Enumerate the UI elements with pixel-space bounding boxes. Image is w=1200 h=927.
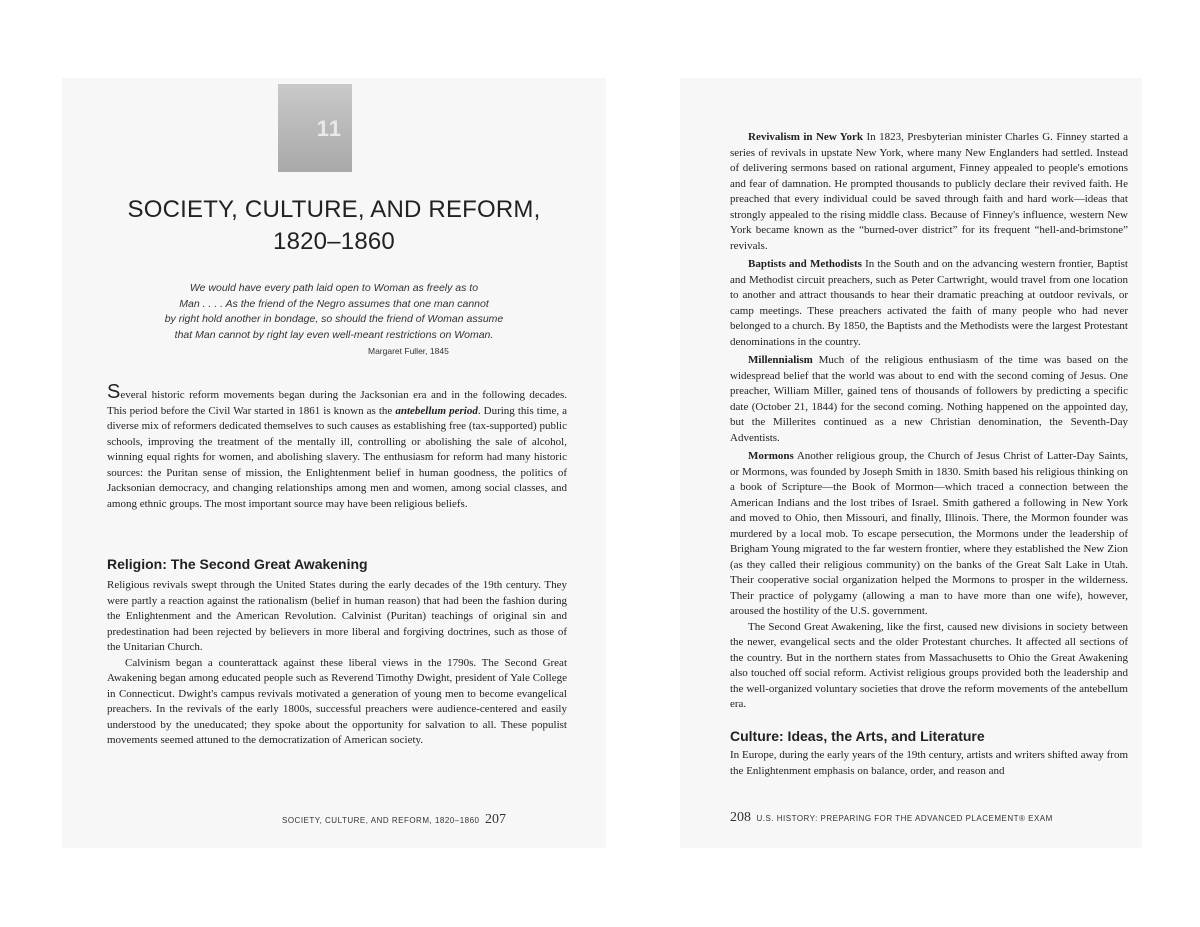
epigraph-line: that Man cannot by right lay even well-meant restrictions on Woman. <box>174 328 494 341</box>
intro-paragraph <box>107 381 567 512</box>
key-term: antebellum period <box>395 404 478 417</box>
chapter-title-line2: 1820–1860 <box>273 228 395 255</box>
running-footer: SOCIETY, CULTURE, AND REFORM, 1820–1860 <box>282 816 480 825</box>
epigraph-attribution: Margaret Fuller, 1845 <box>368 346 449 356</box>
chapter-title-line1: SOCIETY, CULTURE, AND REFORM, <box>127 196 541 223</box>
running-footer: U.S. HISTORY: PREPARING FOR THE ADVANCED PLACEMENT® EXAM <box>756 814 1053 823</box>
right-page-footer <box>730 810 1053 826</box>
religion-section-text <box>107 578 567 749</box>
paragraph-text: In the South and on the advancing western frontier, Baptist and Methodist circuit preachers, such as Peter Cartwright, would travel from one location to another and attract thousands to hear their dramatic preaching at outdoor revivals, or camp meetings. These preachers activated the faith of many people who had never belonged to a church. By 1850, the Baptists and the Methodists were the largest Protestant denominations in the country. <box>730 258 1128 348</box>
epigraph-line: Man . . . . As the friend of the Negro assumes that one man cannot <box>179 297 489 310</box>
run-in-head: Revivalism in New York <box>748 131 864 143</box>
intro-text-a: everal historic reform movements began during the Jacksonian era and in the following decades. This period before the Civil War started in 1861 is known as the <box>107 389 567 417</box>
section-heading-religion: Religion: The Second Great Awakening <box>107 556 368 572</box>
chapter-number-box <box>278 84 352 172</box>
section-heading-culture: Culture: Ideas, the Arts, and Literature <box>730 728 985 744</box>
right-column-text <box>730 130 1128 713</box>
paragraph-baptists <box>730 257 1128 350</box>
left-page <box>62 78 606 848</box>
paragraph-revivalism <box>730 130 1128 254</box>
epigraph-line: by right hold another in bondage, so should the friend of Woman assume <box>164 313 504 325</box>
chapter-title <box>62 194 606 258</box>
epigraph-line: We would have every path laid open to Woman as freely as to <box>189 282 479 294</box>
paragraph-text: Another religious group, the Church of Jesus Christ of Latter-Day Saints, or Mormons, was founded by Joseph Smith in 1830. Smith based his religious thinking on a book of Scripture—the Book of Mormon—which traced a connection between the American Indians and the lost tribes of Israel. Smith gathered a following in New York and moved to Ohio, then Missouri, and finally, Illinois. There, the Mormon founder was murdered by a local mob. To escape persecution, the Mormons under the leadership of Brigham Young migrated to the far western frontier, where they established the New Zion (as they called their religious community) on the banks of the Great Salt Lake in Utah. Their cooperative social organization helped the Mormons to prosper in the wilderness. Their practice of polygamy (allowing a man to have more than one wife), however, aroused the hostility of the U.S. government. <box>730 450 1128 617</box>
culture-section-text <box>730 748 1128 779</box>
paragraph-awakening: The Second Great Awakening, like the first, caused new divisions in society between the newer, evangelical sects and the older Protestant churches. It affected all sections of the country. But in the northern states from Massachusetts to Ohio the Great Awakening also touched off social reform. Activist religious groups provided both the leadership and the well-organized voluntary societies that drove the reform movements of the antebellum era. <box>730 620 1128 710</box>
paragraph: Religious revivals swept through the United States during the early decades of the 19th century. They were partly a reaction against the rationalism (belief in human reason) that had been the fashion during the Enlightenment and the American Revolution. Calvinist (Puritan) teachings of original sin and predestination had been rejected by believers in more liberal and forgiving doctrines, such as those of the Unitarian Church. <box>107 579 567 653</box>
intro-text-b: . During this time, a diverse mix of reformers dedicated themselves to such causes as establishing free (tax-supported) public schools, improving the treatment of the mentally ill, controlling or abolishing the sale of alcohol, winning equal rights for women, and abolishing slavery. The enthusiasm for reform had many historic sources: the Puritan sense of mission, the Enlightenment belief in human goodness, the politics of Jacksonian democracy, and changing relationships among men and women, among social classes, and among ethnic groups. The most important source may have been religious beliefs. <box>107 404 567 510</box>
run-in-head: Baptists and Methodists <box>748 258 862 270</box>
run-in-head: Mormons <box>748 450 794 462</box>
epigraph <box>132 281 536 343</box>
left-page-footer <box>282 812 506 828</box>
paragraph: In Europe, during the early years of the 19th century, artists and writers shifted away from the Enlightenment emphasis on balance, order, and reason and <box>730 749 1128 777</box>
drop-cap: S <box>107 381 121 403</box>
paragraph-mormons <box>730 449 1128 620</box>
paragraph-millennialism <box>730 353 1128 446</box>
right-page <box>680 78 1142 848</box>
run-in-head: Millennialism <box>748 354 813 366</box>
page-number: 208 <box>730 810 751 825</box>
chapter-number: 11 <box>316 116 342 141</box>
paragraph-text: Much of the religious enthusiasm of the time was based on the widespread belief that the world was about to end with the second coming of Jesus. One preacher, William Miller, gained tens of thousands of followers by predicting a specific date (October 21, 1844) for the second coming. Nothing happened on the appointed day, but the Millerites continued as a new Christian denomination, the Seventh-Day Adventists. <box>730 354 1128 444</box>
paragraph: Calvinism began a counterattack against these liberal views in the 1790s. The Second Great Awakening began among educated people such as Reverend Timothy Dwight, president of Yale College in Connecticut. Dwight's campus revivals motivated a generation of young men to become evangelical preachers. In the revivals of the early 1800s, successful preachers were audience-centered and easily understood by the uneducated; they spoke about the opportunity for salvation to all. These populist movements seemed attuned to the democratization of American society. <box>107 656 567 746</box>
paragraph-text: In 1823, Presbyterian minister Charles G. Finney started a series of revivals in upstate New York, where many New Englanders had settled. Instead of delivering sermons based on rational argument, Finney appealed to people's emotions and fear of damnation. He prompted thousands to publicly declare their revived faith. He preached that every individual could be saved through faith and hard work—ideas that strongly appealed to the rising middle class. Because of Finney's influence, western New York became known as the “burned-over district” for its frequent “hell-and-brimstone” revivals. <box>730 131 1128 252</box>
page-number: 207 <box>484 812 506 827</box>
